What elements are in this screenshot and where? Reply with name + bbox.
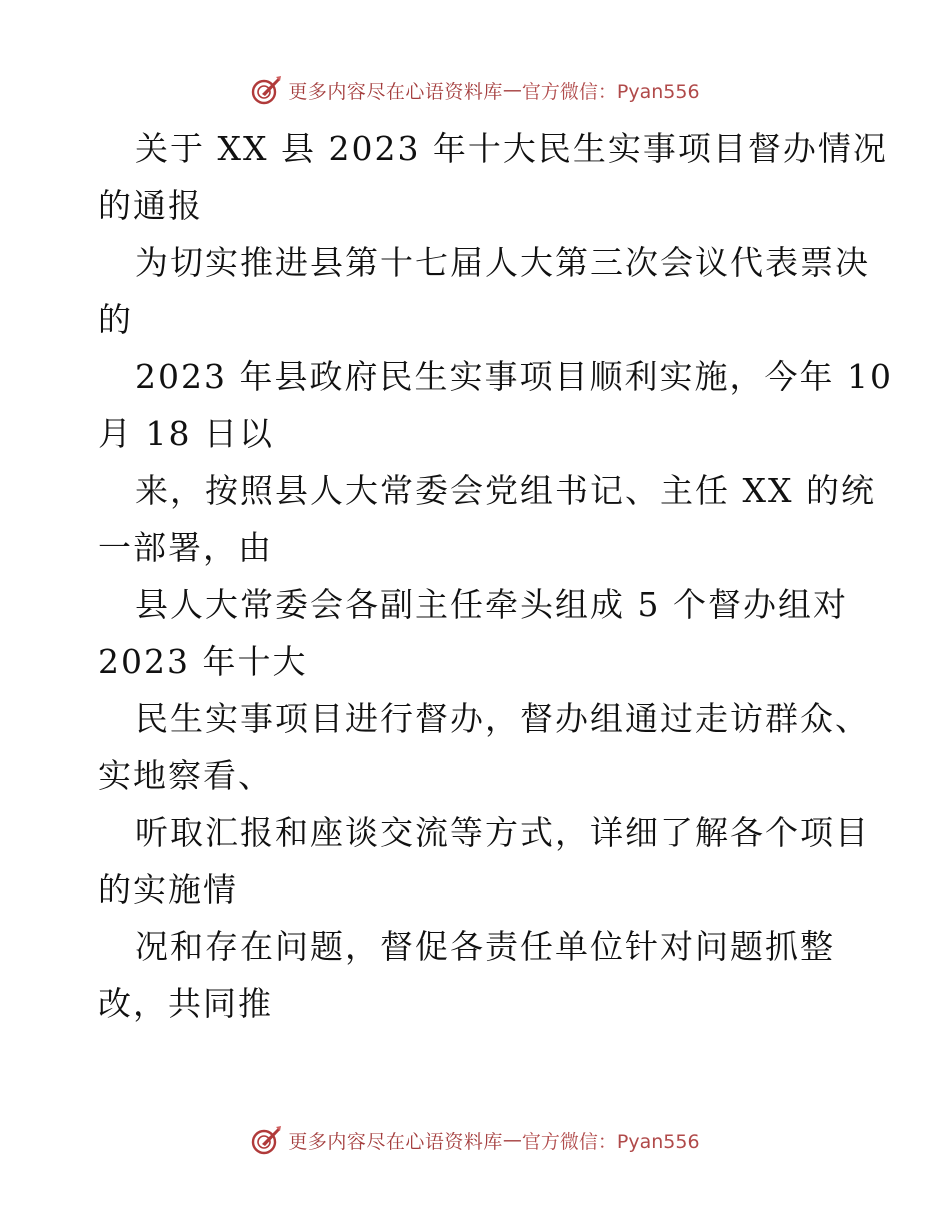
- quill-logo-icon: [250, 74, 282, 106]
- text-line: 为切实推进县第十七届人大第三次会议代表票决: [135, 243, 870, 282]
- banner-separator: —: [502, 1129, 522, 1151]
- text-line: 听取汇报和座谈交流等方式，详细了解各个项目: [135, 813, 870, 852]
- header-banner: [0, 70, 950, 110]
- text-line: 来，按照县人大常委会党组书记、主任 XX 的统: [135, 471, 876, 510]
- text-line: 的通报: [98, 186, 203, 225]
- text-line: 2023 年十大: [98, 642, 308, 681]
- text-line: 关于 XX 县 2023 年十大民生实事项目督办情况: [135, 129, 888, 168]
- text-line: 改，共同推: [98, 984, 273, 1023]
- footer-banner: [0, 1120, 950, 1160]
- text-line: 县人大常委会各副主任牵头组成 5 个督办组对: [135, 585, 848, 624]
- banner-contact: 官方微信：Pyan556: [521, 1130, 700, 1153]
- quill-logo-icon: [250, 1124, 282, 1156]
- text-line: 的: [98, 300, 133, 339]
- banner-title: 更多内容尽在心语资料库: [288, 1130, 503, 1153]
- banner-separator: —: [502, 79, 522, 101]
- text-line: 民生实事项目进行督办，督办组通过走访群众、: [135, 699, 870, 738]
- text-line: 况和存在问题，督促各责任单位针对问题抓整: [135, 927, 835, 966]
- text-line: 一部署，由: [98, 528, 273, 567]
- document-body: [98, 120, 893, 1032]
- text-line: 月 18 日以: [98, 414, 274, 453]
- text-line: 2023 年县政府民生实事项目顺利实施，今年 10: [135, 357, 893, 396]
- text-line: 实地察看、: [98, 756, 273, 795]
- banner-contact: 官方微信：Pyan556: [521, 80, 700, 103]
- text-line: 的实施情: [98, 870, 238, 909]
- banner-title: 更多内容尽在心语资料库: [288, 80, 503, 103]
